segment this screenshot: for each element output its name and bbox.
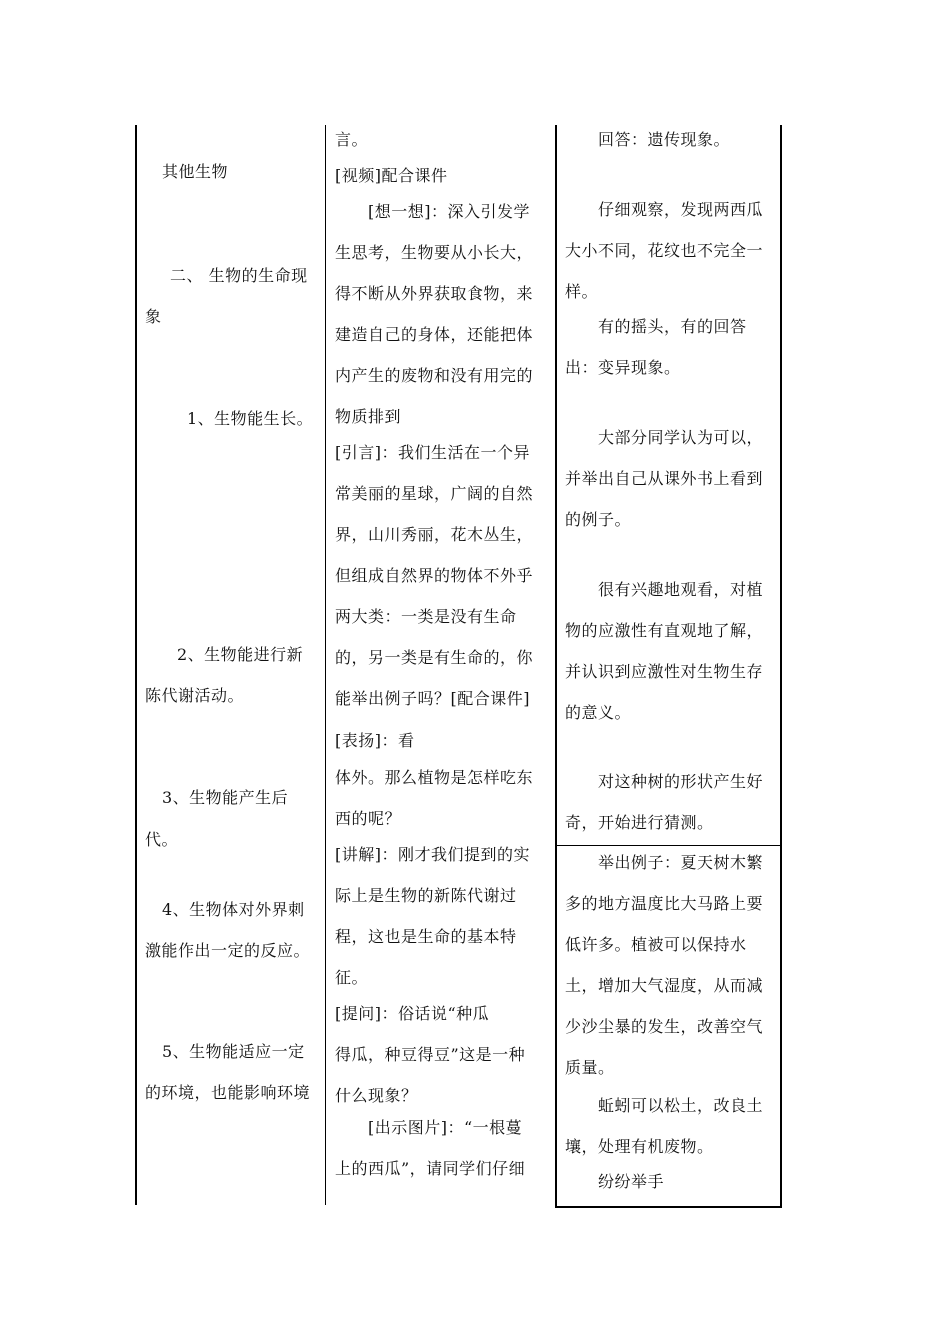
col1-line: 代。 — [145, 830, 179, 849]
col3-line: 少沙尘暴的发生，改善空气 — [565, 1017, 764, 1036]
col1-line: 陈代谢活动。 — [145, 686, 245, 705]
col2-line: 物质排到 — [335, 407, 402, 426]
col2-line: [出示图片]：“一根蔓 — [368, 1118, 523, 1137]
column3-bottom-border — [555, 1206, 782, 1208]
col2-line: 征。 — [335, 968, 369, 987]
table-right-border — [780, 125, 782, 1208]
col1-line: 2、生物能进行新 — [177, 645, 304, 664]
col2-line: [视频]配合课件 — [335, 166, 448, 185]
col3-line: 壤，处理有机废物。 — [565, 1137, 714, 1156]
col2-line: [想一想]：深入引发学 — [368, 202, 530, 221]
column3-divider — [555, 845, 782, 846]
col2-line: 内产生的废物和没有用完的 — [335, 366, 534, 385]
col3-line: 多的地方温度比大马路上要 — [565, 894, 764, 913]
col2-line: [引言]：我们生活在一个异 — [335, 443, 530, 462]
col2-line: 的，另一类是有生命的，你 — [335, 648, 534, 667]
col3-line: 大小不同，花纹也不完全一 — [565, 241, 764, 260]
col3-line: 质量。 — [565, 1058, 615, 1077]
column-divider-1 — [325, 125, 326, 1205]
col3-line: 出：变异现象。 — [565, 358, 681, 377]
col2-line: [表扬]：看 — [335, 731, 415, 750]
col3-line: 很有兴趣地观看，对植 — [598, 580, 764, 599]
col1-line: 其他生物 — [162, 162, 229, 181]
col3-line: 并举出自己从课外书上看到 — [565, 469, 764, 488]
col2-line: 际上是生物的新陈代谢过 — [335, 886, 517, 905]
col2-line: 言。 — [335, 130, 369, 149]
col2-line: 生思考，生物要从小长大， — [335, 243, 534, 262]
col3-line: 回答：遗传现象。 — [598, 130, 731, 149]
col3-line: 奇，开始进行猜测。 — [565, 813, 714, 832]
col3-line: 仔细观察，发现两西瓜 — [598, 200, 764, 219]
table-left-border — [135, 125, 137, 1205]
column-divider-2 — [555, 125, 557, 1208]
col2-line: 西的呢？ — [335, 809, 402, 828]
col2-line: 两大类：一类是没有生命 — [335, 607, 517, 626]
col2-line: 但组成自然界的物体不外乎 — [335, 566, 534, 585]
col2-line: 得瓜，种豆得豆”这是一种 — [335, 1045, 526, 1064]
col2-line: 什么现象？ — [335, 1086, 418, 1105]
col1-line: 4、生物体对外界刺 — [162, 900, 305, 919]
col2-line: 常美丽的星球，广阔的自然 — [335, 484, 534, 503]
col2-line: 得不断从外界获取食物，来 — [335, 284, 534, 303]
col1-line: 的环境，也能影响环境 — [145, 1083, 311, 1102]
col3-line: 举出例子：夏天树木繁 — [598, 853, 764, 872]
col3-line: 对这种树的形状产生好 — [598, 772, 764, 791]
col3-line: 低许多。植被可以保持水 — [565, 935, 747, 954]
col1-line: 5、生物能适应一定 — [162, 1042, 305, 1061]
col3-line: 物的应激性有直观地了解， — [565, 621, 764, 640]
col3-line: 并认识到应激性对生物生存 — [565, 662, 764, 681]
col3-line: 有的摇头，有的回答 — [598, 317, 747, 336]
col3-line: 大部分同学认为可以， — [598, 428, 764, 447]
col3-line: 的意义。 — [565, 703, 632, 722]
col2-line: [讲解]：刚才我们提到的实 — [335, 845, 530, 864]
col3-line: 蚯蚓可以松土，改良土 — [598, 1096, 764, 1115]
col1-line: 象 — [145, 307, 162, 326]
col1-line: 1、生物能生长。 — [187, 409, 314, 428]
col3-line: 土，增加大气湿度，从而减 — [565, 976, 764, 995]
col2-line: 体外。那么植物是怎样吃东 — [335, 768, 534, 787]
col2-line: [提问]：俗话说“种瓜 — [335, 1004, 490, 1023]
col1-line: 3、生物能产生后 — [162, 788, 289, 807]
col2-line: 上的西瓜”，请同学们仔细 — [335, 1159, 526, 1178]
col3-line: 纷纷举手 — [598, 1172, 665, 1191]
col2-line: 程，这也是生命的基本特 — [335, 927, 517, 946]
col3-line: 样。 — [565, 282, 599, 301]
col2-line: 建造自己的身体，还能把体 — [335, 325, 534, 344]
col2-line: 能举出例子吗？[配合课件] — [335, 689, 530, 708]
col2-line: 界，山川秀丽，花木丛生， — [335, 525, 534, 544]
col1-line: 二、 生物的生命现 — [170, 266, 308, 285]
col1-line: 激能作出一定的反应。 — [145, 941, 311, 960]
col3-line: 的例子。 — [565, 510, 632, 529]
